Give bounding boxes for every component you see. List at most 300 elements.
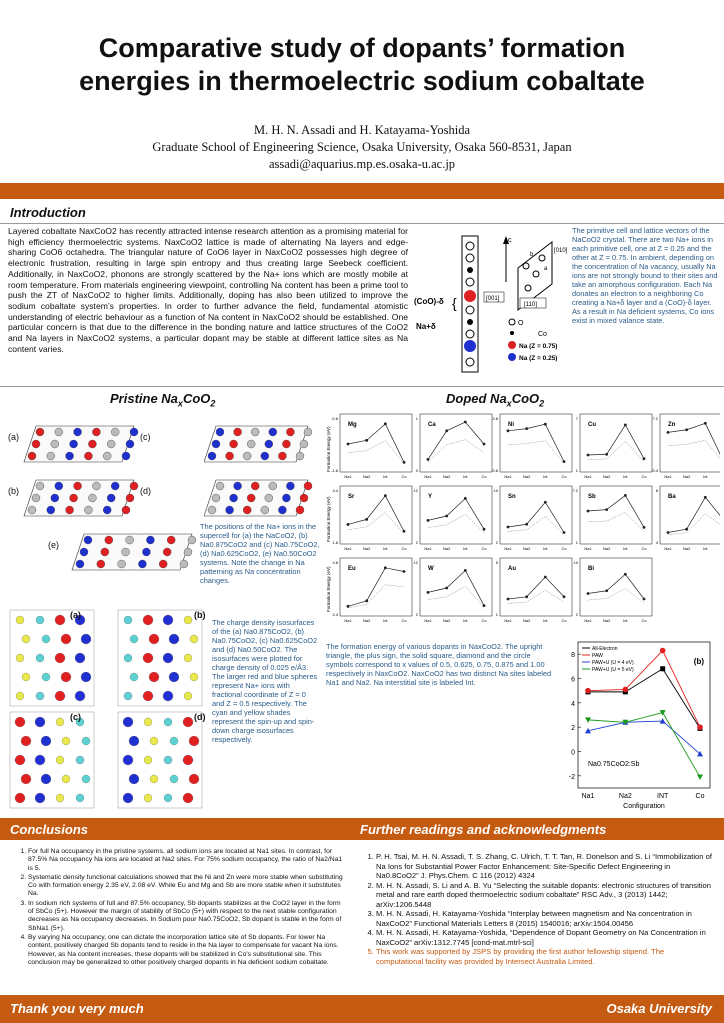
charge-sphere [164,756,172,764]
charge-sphere [124,654,132,662]
na-label: Na+δ [416,322,436,331]
footer-thanks: Thank you very much [10,1001,144,1016]
data-point [483,528,486,531]
data-point [525,595,528,598]
tick-label: 10 [573,560,578,565]
x-tick-label: Co [401,618,407,623]
tick-label: 2 [575,612,578,617]
c-label: c [508,237,512,244]
charge-sphere [184,692,192,700]
data-point [667,431,670,434]
na-ion [261,506,269,514]
data-point [403,530,406,533]
tick-label: 12 [413,560,418,565]
conclusion-item: 2. Systematic density functional calculations showed that the Ni and Zn were more stable when substituting Co with formation energy 2.35 eV, 2.08 eV. While Eu and Mg and Sb are more stable when it substitutes Na. [28,874,344,899]
charge-sphere [16,692,24,700]
data-point [624,424,627,427]
x-tick-label: Na1 [504,474,512,479]
na-ion [226,452,234,460]
charge-sphere [62,737,70,745]
data-point [483,443,486,446]
data-point [685,428,688,431]
supercell-figure-right [204,414,314,524]
label-e: (e) [48,540,59,550]
tick-label: 1 [415,416,418,421]
panel-dopant-label: Ni [508,422,514,428]
data-point [525,427,528,430]
charge-sphere [55,653,65,663]
na-ion [286,428,294,436]
na-ion [247,494,255,502]
data-point [624,494,627,497]
charge-sphere [144,794,152,802]
charge-sphere [163,691,173,701]
charge-sphere [129,736,139,746]
o-atom [466,358,474,366]
legend-na2-swatch [508,353,516,361]
data-point [623,687,629,693]
a-label: a [544,266,548,272]
charge-density-svg [8,608,204,812]
header-divider-bar [0,183,724,199]
charge-sphere [41,736,51,746]
charge-sphere [183,755,193,765]
charge-sphere [15,793,25,803]
x-tick-label: Co [401,474,407,479]
x-tick-label: Co [561,618,567,623]
charge-sphere [42,673,50,681]
x-tick-label: Int [383,546,388,551]
data-point [445,515,448,518]
co-atom [467,319,473,325]
formation-energy-multiples [326,412,720,628]
na-ion [230,494,238,502]
data-point [587,454,590,457]
x-tick-label: Na2 [362,474,371,479]
panel-dopant-label: Ba [668,494,676,500]
data-point [403,570,406,573]
charge-sphere [56,718,64,726]
panel-dopant-label: Ca [428,422,436,428]
tick-label: 4 [655,540,658,545]
x-tick-label: Co [561,474,567,479]
charge-sphere [81,634,91,644]
authors: M. H. N. Assadi and H. Katayama-Yoshida [253,123,471,137]
charge-label-d: (d) [194,712,206,722]
data-point [544,501,547,504]
reference-item: 3. M. H. N. Assadi, H. Katayama-Yoshida “Interplay between magnetism and Na concentration in NaxCoO2” Functional Materials Letters 8 (2015) 1540016; arXiv:1504.00456 [376,909,712,928]
na-ion [212,440,220,448]
tick-label: 7 [575,416,578,421]
data-point [427,458,430,461]
data-point [587,592,590,595]
intro-paragraph: Layered cobaltate NaxCoO2 has recently attracted intense research attention as a promising material for high efficiency thermoelectric systems. NaxCoO2 lattice is made of alternating Na layers and edge-sharing CoO6 octahedra. The triangular nature of CoO6 layer in NaxCoO2 possesses high degree of electronic frustration, resulting in large spin entropy and thus creating large Seebeck coefficient. Additionally, in NaxCoO2, phonons are strongly scattered by the Na+ ions which are mostly mobile at room temperature. From materials engineering viewpoint, controlling Na content has been a prime tool to push the ZT of NaxCoO2 to higher limits. Additionally, doping has also been utilized to improve the sodium cobaltate system’s properties. In order to further advance the field, fundamental atomistic understanding of electric behaviour as a function of Na content in NaxCoO2 should be established. One particular concern is that due to the difference in the bonding nature and lattice structures of the CoO2 and Na layers in NaxCoO2 systems, a particular dopant may be stable at different lattice sites as Na content varies. [8,226,408,354]
x-tick-label: Na2 [522,618,531,623]
tick-label: 0.4 [652,468,658,473]
x-tick-label: Na1 [664,474,672,479]
na-ion [296,452,304,460]
x-tick-label: Co [641,546,647,551]
na-ion [278,506,286,514]
na-ion [226,506,234,514]
na-ion [212,494,220,502]
tick-label: 2 [415,540,418,545]
na-atom-blue [464,340,476,352]
affiliation: Graduate School of Engineering Science, Osaka University, Osaka 560-8531, Japan [152,140,572,154]
x-tick-label: Na2 [682,546,691,551]
x-tick-label: Na1 [664,546,672,551]
data-point [704,496,707,499]
x-tick-label: Co [481,546,487,551]
data-point [544,576,547,579]
charge-sphere [123,793,133,803]
charge-sphere [61,634,71,644]
charge-sphere [15,717,25,727]
charge-sphere [183,793,193,803]
na-ion [216,428,224,436]
charge-sphere [22,673,30,681]
charge-sphere [150,775,158,783]
data-point [365,518,368,521]
charge-sphere [36,692,44,700]
charge-sphere [184,654,192,662]
tick-label: 7.2 [572,488,578,493]
brace-glyph: { [452,295,457,311]
x-tick-label: Na1 [584,618,592,623]
y-axis-label: Formation Energy (eV) [326,566,331,612]
na-ion [251,482,259,490]
panel-dopant-label: Au [508,566,516,572]
x-tick-label: INT [657,793,669,800]
chart-panel-label: (b) [693,657,704,666]
dir-110-label: [110] [524,302,537,308]
o-atom [466,330,474,338]
x-tick-label: Na1 [344,474,352,479]
tick-label: 2.4 [332,612,338,617]
tick-label: 2.8 [492,416,498,421]
charge-sphere [61,672,71,682]
o-atom [466,278,474,286]
panel-dopant-label: Sn [508,494,516,500]
charge-sphere [144,718,152,726]
charge-sphere [82,737,90,745]
tick-label: 1 [575,540,578,545]
chart-annotation: Na0.75CoO2:Sb [588,761,640,769]
label-a: (a) [8,432,19,442]
data-point [483,604,486,607]
x-tick-label: Na2 [442,474,451,479]
charge-sphere [76,794,84,802]
data-point [643,598,646,601]
data-point [347,523,350,526]
x-axis-label: Configuration [623,803,665,810]
data-point [605,508,608,511]
charge-sphere [143,615,153,625]
data-point [464,421,467,424]
charge-sphere [163,615,173,625]
charge-sphere [164,718,172,726]
legend-na2: Na (Z = 0.25) [519,355,558,362]
x-tick-label: Na2 [522,546,531,551]
x-tick-label: Na1 [344,618,352,623]
x-tick-label: Na2 [362,618,371,623]
x-tick-label: Int [623,474,628,479]
section-further: Further readings and acknowledgments [360,822,607,837]
na-ion [234,482,242,490]
charge-sphere [16,654,24,662]
charge-sphere [16,616,24,624]
charge-sphere [124,692,132,700]
data-point [464,569,467,572]
x-tick-label: Na2 [522,474,531,479]
na-ion [282,494,290,502]
data-point [445,429,448,432]
charge-sphere [183,717,193,727]
data-point [660,666,665,671]
data-point [587,510,590,513]
mid-rule [0,386,724,387]
y-tick-label: 8 [571,652,575,660]
x-tick-label: Na2 [618,793,632,800]
x-tick-label: Na1 [504,618,512,623]
charge-sphere [169,672,179,682]
data-point [605,589,608,592]
x-tick-label: Int [623,546,628,551]
legend-entry: PAW+U (U = 4 eV) [592,660,634,666]
data-point [624,573,627,576]
legend-entry: PAW [592,653,603,659]
x-tick-label: Int [623,618,628,623]
charge-sphere [56,756,64,764]
charge-sphere [15,755,25,765]
tick-label: 12 [413,488,418,493]
data-point [507,598,510,601]
conclusion-item: 1. For full Na occupancy in the pristine systems, all sodium ions are located at Na1 sites. In contrast, for 87.5% Na occupancy Na ions are located at Na2 sites. For 75% sodium occupancy, the ratio of Na2/Na1 is 5. [28,848,344,873]
legend-entry: PAW+U (U = 5 eV) [592,667,634,673]
panel-dopant-label: Bi [588,566,594,572]
x-tick-label: Co [481,474,487,479]
label-d: (d) [140,486,151,496]
sb-configuration-chart [556,634,718,814]
charge-sphere [123,717,133,727]
x-tick-label: Na1 [581,793,595,800]
data-point [365,439,368,442]
intro-side-caption: The primitive cell and lattice vectors of the NaCoO2 crystal. There are two Na+ ions in each primitive cell, one at Z = 0.25 and the other at Z = 0.75. In ambient, depending on the concentration of Na vacancy, usually Na ions are not strongly bound to their sites and take an amorphous configuration. Each Na donates an electron to a neighboring Co creating a Na+δ layer and a (CoO)-δ layer. As a result in Na deficient systems, Co ions exist in mixed valance state. [572,226,718,325]
x-tick-label: Na1 [504,546,512,551]
data-point [384,494,387,497]
na-ion [243,452,251,460]
charge-sphere [190,635,198,643]
x-tick-label: Int [543,474,548,479]
charge-sphere [150,737,158,745]
data-point [384,566,387,569]
x-tick-label: Na2 [362,546,371,551]
na-ion [296,506,304,514]
charge-sphere [55,615,65,625]
charge-sphere [35,717,45,727]
charge-sphere [129,774,139,784]
na-atom-red [464,290,476,302]
na-ion [278,452,286,460]
panel-dopant-label: W [428,566,434,572]
na-ion [208,452,216,460]
x-tick-label: Co [401,546,407,551]
x-tick-label: Int [383,618,388,623]
tick-label: 10 [493,488,498,493]
panel-dopant-label: Eu [348,566,356,572]
x-tick-label: Na1 [584,474,592,479]
tick-label: 2 [495,540,498,545]
y-tick-label: 6 [571,676,575,684]
data-point [697,724,703,730]
legend-na1: Na (Z = 0.75) [519,343,558,350]
y-tick-label: -2 [568,773,575,781]
primitive-cell-diagram [408,218,570,380]
data-point [643,526,646,529]
panel-dopant-label: Cu [588,422,596,428]
x-tick-label: Na1 [424,474,432,479]
b-label: b [530,252,534,258]
na-ion [265,440,273,448]
legend-o: O [518,320,524,327]
na-ion [304,428,312,436]
charge-sphere [21,736,31,746]
reference-item: 2. M. H. N. Assadi, S. Li and A. B. Yu “Selecting the suitable dopants: electronic structures of transition metal and rare earth doped thermoelectric sodium cobaltate” RSC Adv., 3 (2013) 1442; arXiv:1206.5448 [376,881,712,910]
x-tick-label: Na2 [442,618,451,623]
x-tick-label: Na2 [602,546,611,551]
supercell-labels [4,414,204,576]
legend-co: Co [538,331,547,338]
data-point [704,422,707,425]
tick-label: 1.8 [332,540,338,545]
na-ion [251,428,259,436]
section-introduction: Introduction [10,205,86,220]
panel-dopant-label: Sr [348,494,355,500]
charge-sphere [55,691,65,701]
data-point [585,688,591,694]
data-point [685,528,688,531]
x-tick-label: Na2 [602,618,611,623]
o-atom [466,306,474,314]
x-tick-label: Na1 [424,618,432,623]
data-point [605,453,608,456]
data-point [667,531,670,534]
tick-label: 2 [415,612,418,617]
y-tick-label: 4 [571,700,575,708]
x-tick-label: Co [641,474,647,479]
x-tick-label: Na2 [682,474,691,479]
dir-001-label: [001] [486,296,500,302]
data-point [660,648,666,654]
o-atom [539,255,545,261]
charge-sphere [144,756,152,764]
charge-sphere [75,653,85,663]
data-point [643,457,646,460]
tick-label: -0.6 [331,416,338,421]
email: assadi@aquarius.mp.es.osaka-u.ac.jp [268,157,456,171]
data-point [525,523,528,526]
x-tick-label: Na1 [424,546,432,551]
charge-sphere [75,691,85,701]
o-atom [525,285,531,291]
data-point [507,429,510,432]
charge-sphere [170,775,178,783]
charge-sphere [169,634,179,644]
na-ion [286,482,294,490]
reference-item: 1. P. H. Tsai, M. H. N. Assadi, T. S. Zhang, C. Ulrich, T. T. Tan, R. Donelson and S. Li “Immobilization of Na Ions for Substantial Power Factor Enhancement: Site-Specific Defect Engineering in Na0.8CoO2” J. Phys.Chem. C 116 (2012) 4324 [376,852,712,881]
x-tick-label: Int [703,546,708,551]
acknowledgment-item: 5. This work was supported by JSPS by providing the first author fellowship stipend. The computational facility was provided by Intersect Australia Limited. [376,947,712,966]
na-ion [208,506,216,514]
y-tick-label: 2 [571,725,575,733]
co-atom [467,267,473,273]
x-tick-label: Int [703,474,708,479]
coo-label: (CoO)-δ [414,297,444,306]
na-ion [269,482,277,490]
x-tick-label: Int [543,546,548,551]
tick-label: 0 [415,468,418,473]
charge-sphere [76,756,84,764]
charge-sphere [189,774,199,784]
data-point [427,519,430,522]
charge-sphere [124,616,132,624]
charge-label-b: (b) [194,610,206,620]
intro-rule [0,223,724,224]
x-tick-label: Co [481,618,487,623]
na-ion [300,494,308,502]
charge-sphere [163,653,173,663]
author-block [0,122,724,173]
charge-sphere [123,755,133,765]
data-point [464,497,467,500]
panel-dopant-label: Y [428,494,433,500]
section-doped: Doped $Na_xCoO_2$ [446,391,545,409]
na-ion [304,482,312,490]
x-tick-label: Int [383,474,388,479]
panel-dopant-label: Sb [588,494,596,500]
legend-co-swatch [510,331,514,335]
na-ion [261,452,269,460]
section-conclusions: Conclusions [10,822,89,837]
o-atom [523,263,529,269]
na-ion [265,494,273,502]
charge-sphere [36,616,44,624]
data-point [563,460,566,463]
charge-label-a: (a) [70,610,81,620]
tick-label: 4.8 [332,560,338,565]
reference-item: 4. M. H. N. Assadi, H. Katayama-Yoshida, “Dependence of Dopant Geometry on Na Concentration in NaxCoO2” arXiv:1312.7745 [cond-mat.mtrl-sci] [376,928,712,947]
data-point [544,423,547,426]
x-tick-label: Int [463,618,468,623]
dir-010-label: [010] [554,248,568,254]
charge-sphere [41,774,51,784]
tick-label: 0.8 [492,468,498,473]
y-tick-label: 0 [571,749,575,757]
data-point [563,595,566,598]
charge-sphere [130,635,138,643]
data-point [507,526,510,529]
charge-sphere [190,673,198,681]
label-b: (b) [8,486,19,496]
charge-sphere [62,775,70,783]
charge-sphere [149,634,159,644]
conclusions-list [14,848,344,968]
intro-text [8,226,408,354]
conclusion-item: 3. In sodium rich systems of full and 87.5% occupancy, Sb dopants stabilizes at the CoO2 layer in the form of SbCo (5+). However the margin of stability of SbCo (5+) with respect to the next stable configuration decreases as Na occupancy decreases. In Sodium pour Na0.75CoO2, Sb dopant is stable in the form of SbNa1 (5+). [28,900,344,933]
charge-sphere [56,794,64,802]
poster-title [10,32,714,98]
x-tick-label: Int [543,618,548,623]
